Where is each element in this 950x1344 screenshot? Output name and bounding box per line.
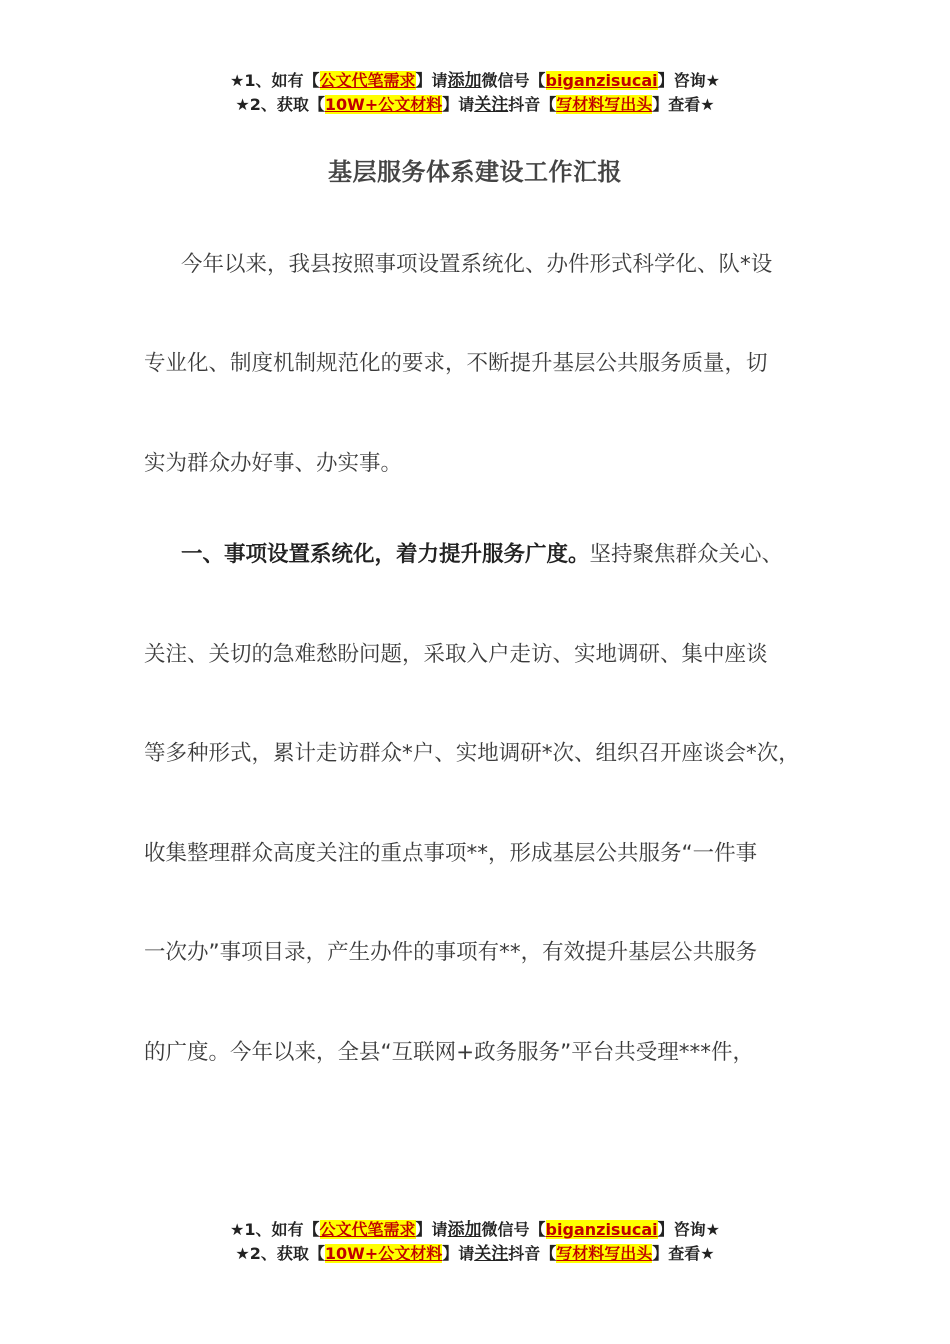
highlight-wechat-id: biganzisucai xyxy=(545,71,658,90)
highlight-wechat-id: biganzisucai xyxy=(545,1220,658,1239)
paragraph-line: 实为群众办好事、办实事。 xyxy=(144,451,403,476)
paragraph-line: 的广度。今年以来，全县“互联网+政务服务”平台共受理***件， xyxy=(144,1040,755,1065)
paragraph-line: 等多种形式，累计走访群众*户、实地调研*次、组织召开座谈会*次， xyxy=(144,741,800,766)
banner-line-1: ★1、如有【公文代笔需求】请添加微信号【biganzisucai】咨询★ xyxy=(230,71,720,91)
paragraph-line: 一次办”事项目录，产生办件的事项有**，有效提升基层公共服务 xyxy=(144,940,758,965)
banner-line-2: ★2、获取【10W+公文材料】请关注抖音【写材料写出头】查看★ xyxy=(235,1244,715,1264)
highlight-douyin: 写材料写出头 xyxy=(556,95,653,114)
banner-line-2: ★2、获取【10W+公文材料】请关注抖音【写材料写出头】查看★ xyxy=(235,95,715,115)
highlight-materials: 10W+公文材料 xyxy=(324,1244,443,1263)
paragraph-line: 收集整理群众高度关注的重点事项**，形成基层公共服务“一件事 xyxy=(144,841,758,866)
highlight-service: 公文代笔需求 xyxy=(319,71,416,90)
paragraph-line: 专业化、制度机制规范化的要求，不断提升基层公共服务质量，切 xyxy=(144,351,768,376)
header-banner xyxy=(0,69,950,117)
paragraph-line: 一、事项设置系统化，着力提升服务广度。坚持聚焦群众关心、 xyxy=(181,542,784,567)
paragraph-line: 今年以来，我县按照事项设置系统化、办件形式科学化、队*设 xyxy=(181,252,773,277)
banner-line-1: ★1、如有【公文代笔需求】请添加微信号【biganzisucai】咨询★ xyxy=(230,1220,720,1240)
paragraph-line: 关注、关切的急难愁盼问题，采取入户走访、实地调研、集中座谈 xyxy=(144,642,768,667)
footer-banner xyxy=(0,1218,950,1266)
highlight-service: 公文代笔需求 xyxy=(319,1220,416,1239)
section-heading: 一、事项设置系统化，着力提升服务广度。 xyxy=(181,542,590,567)
highlight-materials: 10W+公文材料 xyxy=(324,95,443,114)
highlight-douyin: 写材料写出头 xyxy=(556,1244,653,1263)
document-title: 基层服务体系建设工作汇报 xyxy=(328,158,622,186)
